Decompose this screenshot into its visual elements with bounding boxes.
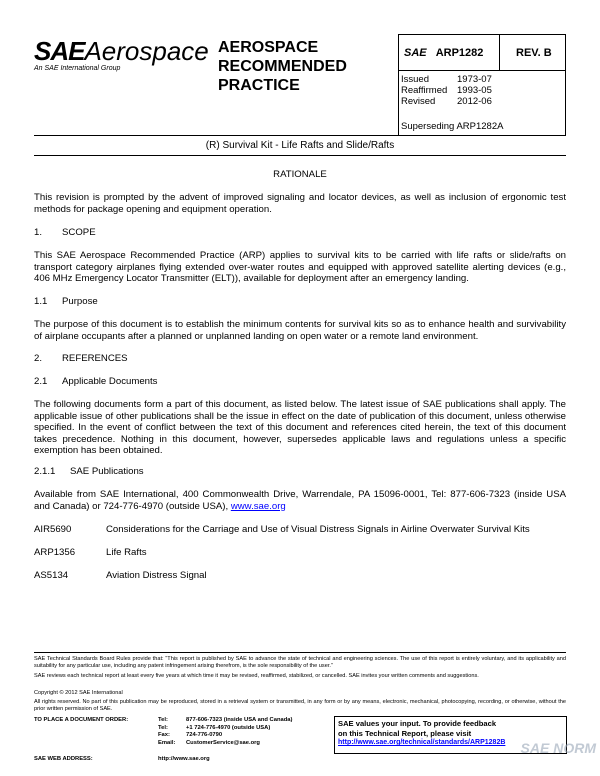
revision: REV. B	[516, 47, 552, 59]
reference-row: ARP1356 Life Rafts	[34, 547, 147, 558]
reference-row: AS5134 Aviation Distress Signal	[34, 570, 207, 581]
web-address[interactable]: http://www.sae.org	[158, 756, 210, 762]
feedback-line-1: SAE values your input. To provide feedback	[338, 719, 497, 728]
section-2-1-heading: 2.1 Applicable Documents	[34, 376, 158, 387]
footer-rules-text: SAE Technical Standards Board Rules provide that: “This report is published by SAE to advance the state of technical and engineering sciences. The use of this report is entirely voluntary, and its applicability and suitability for any particular use, including any patent infringement arising therefrom, is the sole responsibility of the user.”	[34, 656, 566, 669]
footer-review-text: SAE reviews each technical report at least every five years at which time it may be revised, reaffirmed, stabilized, or cancelled. SAE invites your written comments and suggestions.	[34, 673, 479, 679]
document-type: AEROSPACE RECOMMENDED PRACTICE	[218, 39, 347, 94]
watermark-logo: SAE NORM	[520, 740, 596, 756]
section-1-heading: 1. SCOPE	[34, 227, 96, 238]
header-rule-mid	[398, 70, 566, 71]
title-rule-bottom	[34, 155, 566, 156]
web-address-label: SAE WEB ADDRESS:	[34, 756, 93, 762]
document-title: (R) Survival Kit - Life Rafts and Slide/Rafts	[205, 140, 395, 151]
header-rule-bottom	[34, 135, 566, 136]
section-2-1-1-text: Available from SAE International, 400 Commonwealth Drive, Warrendale, PA 15096-0001, Tel: 877-606-7323 (inside USA and Canada) or 724-776-4970 (outside USA), www.sae.org	[34, 489, 566, 512]
customer-service-email[interactable]: CustomerService@sae.org	[186, 739, 260, 746]
header-rule-top	[398, 34, 566, 35]
logo-name: Aerospace	[84, 36, 209, 66]
header-rule-left	[398, 34, 399, 136]
sae-mark: SAE	[404, 47, 427, 59]
superseding: Superseding ARP1282A	[401, 121, 504, 132]
footer-rights-text: All rights reserved. No part of this publication may be reproduced, stored in a retrieval system or transmitted, in any form or by any means, electronic, mechanical, photocopying, recording, or otherwise, without the prior written permission of SAE.	[34, 699, 566, 712]
section-2-1-1-heading: 2.1.1 SAE Publications	[34, 466, 144, 477]
section-2-1-text: The following documents form a part of this document, as listed below. The latest issue of SAE publications shall apply. The applicable issue of other publications shall be the issue in effect on the date of publication of this document, unless otherwise specified. In the event of conflict between the text of this document and references cited herein, the text of this document takes precedence. Nothing in this document, however, supersedes applicable laws and regulations unless a specific exemption has been obtained.	[34, 399, 566, 457]
section-2-heading: 2. REFERENCES	[34, 353, 128, 364]
date-table: Issued 1973-07 Reaffirmed 1993-05 Revised 2012-06	[401, 74, 492, 107]
section-1-1-heading: 1.1 Purpose	[34, 296, 98, 307]
footer-rule	[34, 652, 566, 653]
feedback-line-2: on this Technical Report, please visit	[338, 728, 472, 738]
header-rule-right	[565, 34, 566, 136]
sae-aerospace-logo	[34, 36, 209, 72]
logo-brand: SAE	[34, 36, 85, 66]
rationale-text: This revision is prompted by the advent of improved signaling and locator devices, as well as inclusion of ergonomic test methods for package opening and equipment operation.	[34, 192, 566, 215]
header-rule-rev	[499, 34, 500, 71]
doc-number-cell	[404, 47, 483, 59]
logo-tagline: An SAE International Group	[34, 65, 121, 72]
order-contacts: Tel: 877-606-7323 (inside USA and Canada) Tel: +1 724-776-4970 (outside USA) Fax: 724-776-0790 Email: CustomerService@sae.org	[158, 717, 293, 746]
section-1-1-text: The purpose of this document is to establish the minimum contents for survival kits so as to enhance health and survivability of airplane occupants after a planned or unplanned landing on open water or a remote land environment.	[34, 319, 566, 342]
footer-copyright: Copyright © 2012 SAE International	[34, 690, 123, 696]
sae-website-link[interactable]: www.sae.org	[230, 500, 286, 512]
reference-row: AIR5690 Considerations for the Carriage and Use of Visual Distress Signals in Airline Overwater Survival Kits	[34, 524, 530, 535]
order-label: TO PLACE A DOCUMENT ORDER:	[34, 717, 129, 723]
doc-number: ARP1282	[435, 47, 484, 59]
section-1-text: This SAE Aerospace Recommended Practice (ARP) applies to survival kits to be carried with life rafts or slide/rafts on transport category airplanes flying extended over-water routes and equipped with approved satellite alerting devices (e.g., 406 MHz Emergency Locator Transmitter (ELT)), available for deployment after an emergency landing.	[34, 250, 566, 285]
rationale-heading: RATIONALE	[273, 169, 327, 180]
feedback-link[interactable]: http://www.sae.org/technical/standards/ARP1282B	[338, 739, 506, 746]
